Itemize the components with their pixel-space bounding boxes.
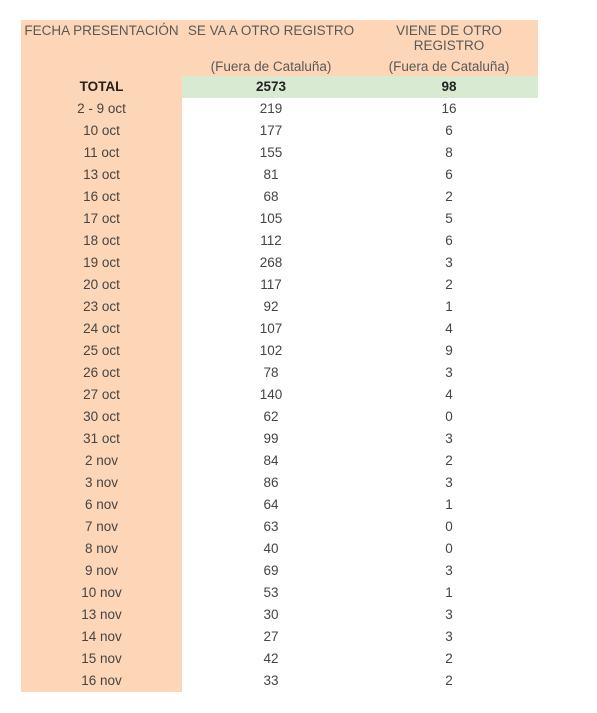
row-viene: 4	[445, 321, 453, 336]
row-fecha: 31 oct	[21, 428, 182, 450]
row-viene: 9	[445, 343, 453, 358]
header-row	[21, 20, 538, 57]
row-viene: 6	[445, 123, 453, 138]
row-se-va: 117	[260, 277, 282, 292]
row-viene: 5	[445, 211, 453, 226]
table-row	[21, 120, 538, 142]
row-se-va: 53	[263, 585, 279, 600]
row-viene: 3	[445, 563, 453, 578]
row-viene: 16	[441, 101, 457, 116]
row-se-va: 42	[263, 651, 279, 666]
table-row	[21, 560, 538, 582]
row-se-va: 268	[259, 255, 283, 270]
row-viene: 1	[445, 585, 453, 600]
row-se-va: 78	[263, 365, 279, 380]
row-se-va: 63	[263, 519, 279, 534]
table-row	[21, 252, 538, 274]
row-viene: 3	[445, 431, 453, 446]
row-viene: 4	[445, 387, 453, 402]
row-se-va: 84	[263, 453, 279, 468]
total-row	[21, 76, 538, 98]
row-viene: 8	[445, 145, 453, 160]
row-viene: 2	[445, 651, 453, 666]
row-fecha: 18 oct	[21, 230, 182, 252]
table-row	[21, 318, 538, 340]
row-viene: 3	[445, 255, 453, 270]
row-fecha: 16 oct	[21, 186, 182, 208]
row-se-va: 105	[259, 211, 283, 226]
table-row	[21, 164, 538, 186]
table-row	[21, 582, 538, 604]
row-viene: 2	[445, 277, 453, 292]
row-se-va: 102	[259, 343, 283, 358]
row-se-va: 27	[263, 629, 279, 644]
row-viene: 2	[445, 189, 453, 204]
row-se-va: 30	[263, 607, 279, 622]
header-viene-sub: (Fuera de Cataluña)	[360, 57, 538, 76]
table-row	[21, 538, 538, 560]
table-row	[21, 494, 538, 516]
table-row	[21, 450, 538, 472]
total-se-va: 2573	[182, 76, 360, 98]
row-fecha: 26 oct	[21, 362, 182, 384]
table-row	[21, 362, 538, 384]
table-row	[21, 406, 538, 428]
row-fecha: 14 nov	[21, 626, 182, 648]
total-viene: 98	[360, 76, 538, 98]
row-se-va: 68	[263, 189, 279, 204]
table-row	[21, 472, 538, 494]
table-row	[21, 98, 538, 120]
table-row	[21, 274, 538, 296]
row-fecha: 10 oct	[21, 120, 182, 142]
table-row	[21, 626, 538, 648]
table-body	[21, 98, 538, 692]
row-fecha: 25 oct	[21, 340, 182, 362]
header-se-va-sub: (Fuera de Cataluña)	[182, 57, 360, 76]
row-se-va: 64	[263, 497, 279, 512]
row-se-va: 40	[263, 541, 279, 556]
row-fecha: 8 nov	[21, 538, 182, 560]
row-viene: 0	[445, 519, 453, 534]
table-row	[21, 648, 538, 670]
row-viene: 6	[445, 167, 453, 182]
table-row	[21, 428, 538, 450]
table-row	[21, 208, 538, 230]
row-viene: 1	[445, 497, 453, 512]
row-viene: 0	[445, 409, 453, 424]
table-row	[21, 604, 538, 626]
row-fecha: 2 nov	[21, 450, 182, 472]
row-viene: 3	[445, 475, 453, 490]
table-row	[21, 186, 538, 208]
row-viene: 2	[445, 673, 453, 688]
row-fecha: 19 oct	[21, 252, 182, 274]
row-fecha: 13 nov	[21, 604, 182, 626]
data-table	[21, 20, 538, 692]
row-se-va: 112	[260, 233, 282, 248]
row-viene: 3	[445, 607, 453, 622]
row-viene: 1	[445, 299, 453, 314]
row-fecha: 27 oct	[21, 384, 182, 406]
row-fecha: 11 oct	[21, 142, 182, 164]
row-fecha: 17 oct	[21, 208, 182, 230]
row-fecha: 15 nov	[21, 648, 182, 670]
table-row	[21, 230, 538, 252]
row-fecha: 7 nov	[21, 516, 182, 538]
row-fecha: 13 oct	[21, 164, 182, 186]
row-se-va: 99	[263, 431, 279, 446]
row-fecha: 2 - 9 oct	[21, 98, 182, 120]
table-row	[21, 296, 538, 318]
row-fecha: 6 nov	[21, 494, 182, 516]
row-se-va: 155	[259, 145, 283, 160]
table-row	[21, 516, 538, 538]
header-sub-empty	[21, 57, 182, 76]
row-fecha: 20 oct	[21, 274, 182, 296]
table-row	[21, 670, 538, 692]
row-se-va: 81	[263, 167, 279, 182]
row-se-va: 177	[259, 123, 283, 138]
total-label: TOTAL	[21, 76, 182, 98]
row-se-va: 219	[259, 101, 283, 116]
row-fecha: 9 nov	[21, 560, 182, 582]
row-fecha: 10 nov	[21, 582, 182, 604]
row-viene: 3	[445, 629, 453, 644]
row-se-va: 140	[259, 387, 283, 402]
row-viene: 2	[445, 453, 453, 468]
row-fecha: 16 nov	[21, 670, 182, 692]
row-se-va: 69	[263, 563, 279, 578]
row-viene: 3	[445, 365, 453, 380]
header-viene: VIENE DE OTRO REGISTRO	[360, 20, 538, 57]
header-fecha: FECHA PRESENTACIÓN	[21, 20, 182, 57]
row-fecha: 3 nov	[21, 472, 182, 494]
row-fecha: 23 oct	[21, 296, 182, 318]
table-row	[21, 340, 538, 362]
header-se-va: SE VA A OTRO REGISTRO	[182, 20, 360, 57]
table-row	[21, 384, 538, 406]
row-se-va: 33	[263, 673, 279, 688]
row-viene: 0	[445, 541, 453, 556]
row-se-va: 62	[263, 409, 279, 424]
table-row	[21, 142, 538, 164]
row-se-va: 107	[259, 321, 283, 336]
header-sub-row	[21, 57, 538, 76]
row-fecha: 30 oct	[21, 406, 182, 428]
row-viene: 6	[445, 233, 453, 248]
row-se-va: 92	[263, 299, 279, 314]
row-se-va: 86	[263, 475, 279, 490]
row-fecha: 24 oct	[21, 318, 182, 340]
